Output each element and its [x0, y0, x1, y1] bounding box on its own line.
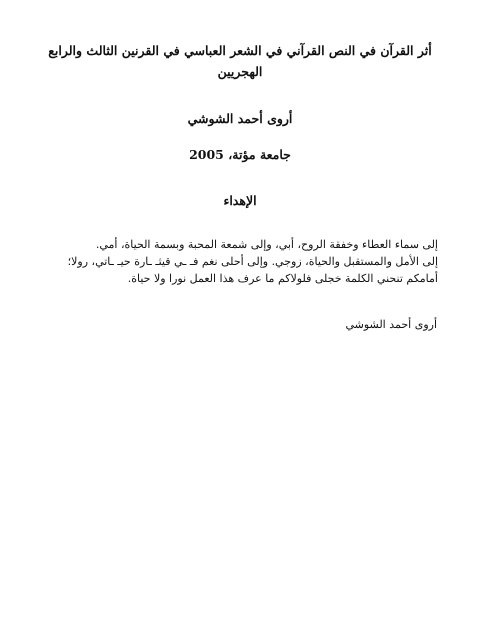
author-name: أروى أحمد الشوشي: [187, 111, 293, 126]
signature: أروى أحمد الشوشي: [345, 318, 437, 331]
dedication-line: إلى الأمل والمستقبل والحياة، زوجي. وإلى أحلى نغم فـ ـي قيثـ ـارة حيـ ـاتي، رولا؛: [67, 255, 438, 268]
dedication-line: أمامكم تنحني الكلمة خجلى فلولاكم ما عرف هذا العمل نورا ولا حياة.: [127, 272, 438, 285]
dedication-line: إلى سماء العطاء وخفقة الروح، أبي، وإلى شمعة المحبة وبسمة الحياة، أمي.: [95, 238, 438, 251]
dedication-heading: الإهداء: [223, 193, 257, 208]
university-and-year: جامعة مؤتة، 2005: [189, 147, 291, 162]
dedication-paragraph: [40, 236, 438, 287]
document-title: أثر القرآن في النص القرآني في الشعر العباسي في القرنين الثالث والرابع الهجريين: [48, 43, 432, 79]
